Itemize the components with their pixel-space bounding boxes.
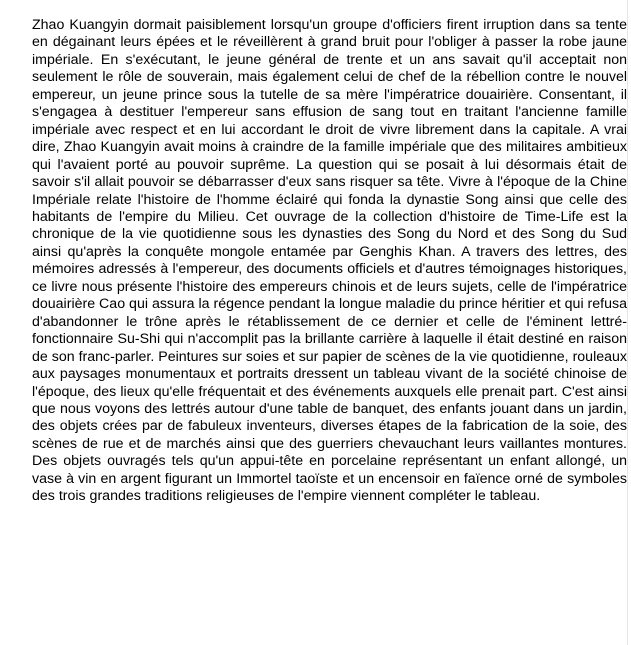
body-paragraph: Zhao Kuangyin dormait paisiblement lorsqu'un groupe d'officiers firent irruption dans sa tente en dégainant leurs épées et le réveillèrent à grand bruit pour l'obliger à passer la robe jaune impériale. En s'exécutant, le jeune général de trente et un ans savait qu'il acceptait non seulement le rôle de souverain, mais également celui de chef de la rébellion contre le nouvel empereur, un jeune prince sous la tutelle de sa mère l'impératrice douairière. Consentant, il s'engagea à destituer l'empereur sans effusion de sang tout en traitant l'ancienne famille impériale avec respect et en lui accordant le droit de vivre librement dans la capitale. A vrai dire, Zhao Kuangyin avait moins à craindre de la famille impériale que des militaires ambitieux qui l'avaient porté au pouvoir suprême. La question qui se posait à lui désormais était de savoir s'il allait pouvoir se débarrasser d'eux sans risquer sa tête. Vivre à l'époque de la Chine Impériale relate l'histoire de l'homme éclairé qui fonda la dynastie Song ainsi que celle des habitants de l'empire du Milieu. Cet ouvrage de la collection d'histoire de Time-Life est la chronique de la vie quotidienne sous les dynasties des Song du Nord et des Song du Sud ainsi qu'après la conquête mongole entamée par Genghis Khan. A travers des lettres, des mémoires adressés à l'empereur, des documents officiels et d'autres témoignages historiques, ce livre nous présente l'histoire des empereurs chinois et de leurs sujets, celle de l'impératrice douairière Cao qui assura la régence pendant la longue maladie du prince héritier et qui refusa d'abandonner le trône après le rétablissement de ce dernier et celle de l'éminent lettré-fonctionnaire Su-Shi qui n'accomplit pas la brillante carrière à laquelle il était destiné en raison de son franc-parler. Peintures sur soies et sur papier de scènes de la vie quotidienne, rouleaux aux paysages monumentaux et portraits dressent un tableau vivant de la société chinoise de l'époque, des lieux qu'elle fréquentait et des événements auxquels elle prenait part. C'est ainsi que nous voyons des lettrés autour d'une table de banquet, des enfants jouant dans un jardin, des objets crées par de fabuleux inventeurs, diverses étapes de la fabrication de la soie, des scènes de rue et de marchés ainsi que des guerriers chevauchant leurs vaillantes montures. Des objets ouvragés tels qu'un appui-tête en porcelaine représentant un enfant allongé, un vase à vin en argent figurant un Immortel taoïste et un encensoir en faïence orné de symboles des trois grandes traditions religieuses de l'empire viennent compléter le tableau. [32, 17, 627, 505]
page-edge-divider [627, 0, 628, 645]
